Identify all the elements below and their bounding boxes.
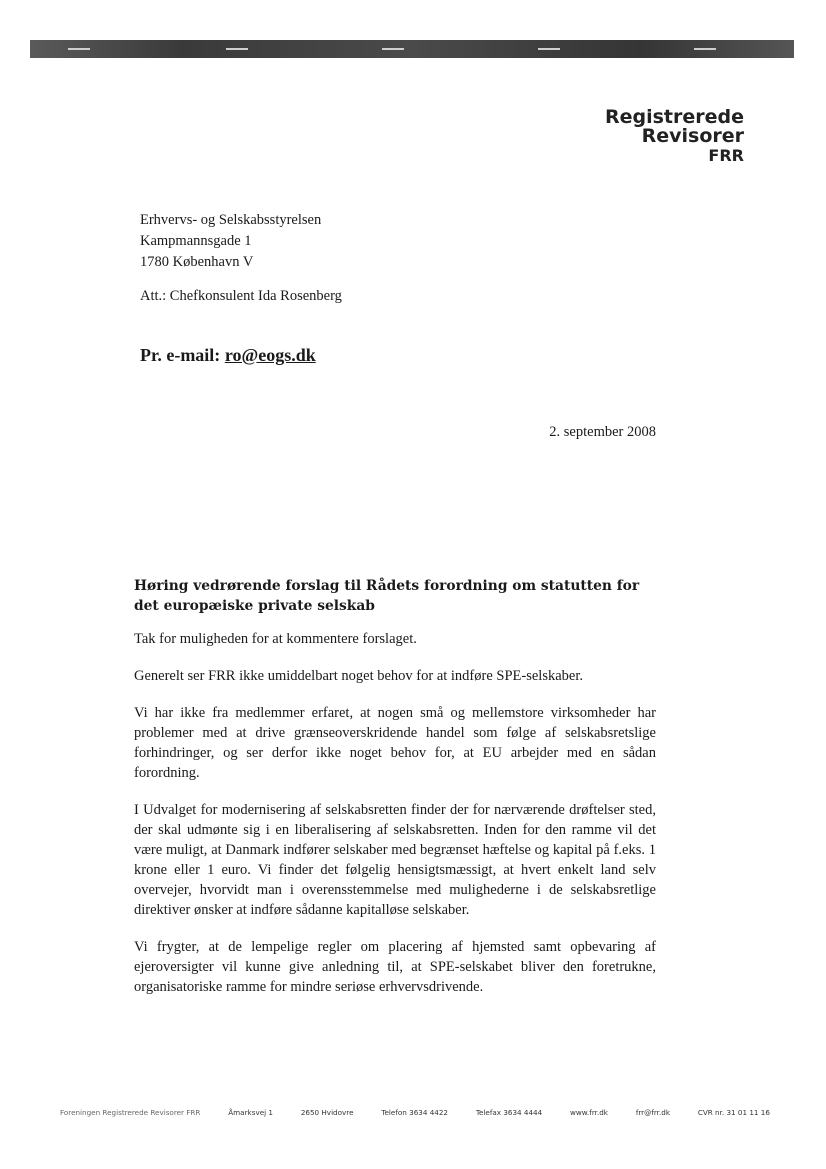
header-bar-mark bbox=[226, 48, 248, 50]
header-bar-mark bbox=[538, 48, 560, 50]
footer-fax: Telefax 3634 4444 bbox=[475, 1108, 543, 1117]
letter-footer bbox=[60, 1108, 770, 1117]
paragraph: Vi har ikke fra medlemmer erfaret, at nogen små og mellemstore virksomheder har problemer med at drive grænseoverskridende handel som følge af selskabsretslige forhindringer, og ser derfor ikke noget behov for, at EU arbejder med en sådan forordning. bbox=[134, 705, 656, 781]
letter-date: 2. september 2008 bbox=[549, 424, 656, 440]
paragraph: Generelt ser FRR ikke umiddelbart noget behov for at indføre SPE-selskaber. bbox=[134, 668, 583, 684]
paragraph: I Udvalget for modernisering af selskabsretten finder der for nærværende drøftelser sted, der skal udmønte sig i en liberalisering af selskabsretten. Inden for den ramme vil det være muligt, at Danmark indfører selskaber med begrænset hæftelse og kapital på f.eks. 1 krone eller 1 euro. Vi finder det følgelig hensigtsmæssigt, at hvert enkelt land selv overvejer, hvorvidt man i overensstemmelse med mulighederne i de selskabsretlige direktiver ønsker at indføre sådanne kapitalløse selskaber. bbox=[134, 802, 656, 918]
footer-city: 2650 Hvidovre bbox=[300, 1108, 354, 1117]
logo-line-1: Registrerede bbox=[604, 106, 744, 128]
letter-body bbox=[134, 576, 656, 1014]
logo-line-3: FRR bbox=[708, 146, 744, 165]
header-bar-mark bbox=[68, 48, 90, 50]
frr-logo bbox=[605, 108, 744, 165]
header-bar bbox=[30, 40, 794, 58]
recipient-address bbox=[140, 210, 321, 273]
footer-web-link[interactable]: www.frr.dk bbox=[570, 1108, 608, 1117]
email-label: Pr. e-mail: bbox=[140, 345, 225, 365]
paragraph: Tak for muligheden for at kommentere forslaget. bbox=[134, 631, 417, 647]
email-line bbox=[140, 345, 316, 366]
footer-street: Åmarksvej 1 bbox=[228, 1108, 273, 1117]
footer-phone: Telefon 3634 4422 bbox=[381, 1108, 448, 1117]
address-line: Erhvervs- og Selskabsstyrelsen bbox=[140, 212, 322, 228]
footer-org: Foreningen Registrerede Revisorer FRR bbox=[60, 1108, 201, 1117]
letter-heading: Høring vedrørende forslag til Rådets forordning om statutten for det europæiske private selskab bbox=[134, 578, 640, 614]
logo-line-2: Revisorer bbox=[641, 125, 744, 147]
header-bar-mark bbox=[694, 48, 716, 50]
address-line: Kampmannsgade 1 bbox=[140, 233, 252, 249]
footer-cvr: CVR nr. 31 01 11 16 bbox=[697, 1108, 770, 1117]
header-bar-mark bbox=[382, 48, 404, 50]
paragraph: Vi frygter, at de lempelige regler om placering af hjemsted samt opbevaring af ejeroversigter vil kunne give anledning til, at SPE-selskabet bliver den foretrukne, organisatoriske ramme for mindre seriøse erhvervsdrivende. bbox=[134, 939, 656, 995]
attention-line: Att.: Chefkonsulent Ida Rosenberg bbox=[140, 288, 342, 304]
email-address-link[interactable]: ro@eogs.dk bbox=[224, 345, 316, 365]
footer-email-link[interactable]: frr@frr.dk bbox=[635, 1108, 670, 1117]
address-line: 1780 København V bbox=[140, 254, 254, 270]
